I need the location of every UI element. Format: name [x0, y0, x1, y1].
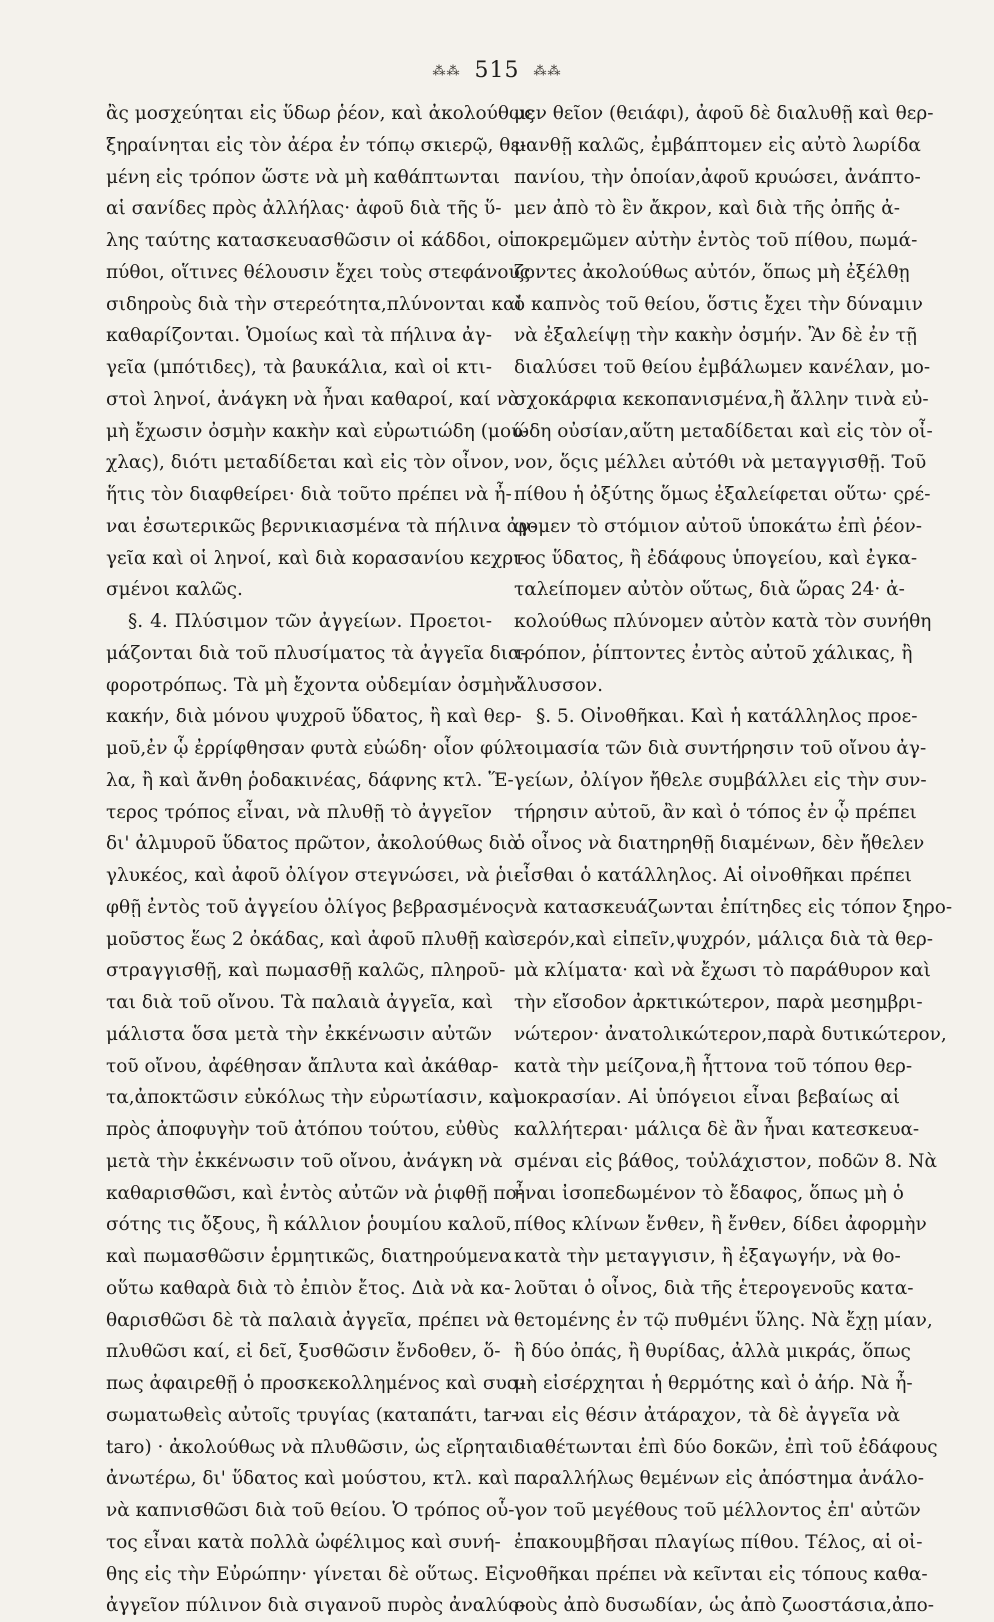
- text-line: τερος τρόπος εἶναι, νὰ πλυθῇ τὸ ἀγγεῖον: [106, 801, 492, 823]
- text-line: μανθῇ καλῶς, ἐμβάπτομεν εἰς αὐτὸ λωρίδα: [514, 134, 921, 156]
- text-line: χλας), διότι μεταδίδεται καὶ εἰς τὸν οἶνον,: [106, 452, 510, 474]
- text-line: στοὶ ληνοί, ἀνάγκη νὰ ἦναι καθαροί, καί νὰ: [106, 388, 521, 410]
- text-line: τήρησιν αὐτοῦ, ἂν καὶ ὁ τόπος ἐν ᾧ πρέπει: [514, 801, 917, 823]
- text-line: νὰ ἐξαλείψῃ τὴν κακὴν ὀσμήν. Ἂν δὲ ἐν τῇ: [514, 325, 917, 347]
- text-line: μετὰ τὴν ἐκκένωσιν τοῦ οἴνου, ἀνάγκη νὰ: [106, 1150, 503, 1172]
- text-line: ἐπακουμβῆσαι πλαγίως πίθου. Τέλος, αἱ οἰ-: [514, 1531, 923, 1553]
- text-line: λα, ἢ καὶ ἄνθη ῥοδακινέας, δάφνης κτλ. Ἕ-: [106, 769, 514, 791]
- text-line: μάζονται διὰ τοῦ πλυσίματος τὰ ἀγγεῖα δια-: [106, 642, 527, 664]
- right-text-column: [514, 98, 953, 1622]
- text-line: μὰ κλίματα· καὶ νὰ ἔχωσι τὸ παράθυρον καὶ: [514, 960, 931, 982]
- text-line: μεν ἀπὸ τὸ ἓν ἄκρον, καὶ διὰ τῆς ὀπῆς ἀ-: [514, 198, 900, 220]
- ornament-left-icon: ⁂⁂: [432, 63, 461, 79]
- text-line: φθῇ ἐντὸς τοῦ ἀγγείου ὀλίγος βεβρασμένος: [106, 896, 514, 918]
- text-line: ώδη οὐσίαν,αὕτη μεταδίδεται καὶ εἰς τὸν οἶ-: [514, 420, 933, 442]
- text-line: τὴν εἴσοδον ἀρκτικώτερον, παρὰ μεσημβρι-: [514, 992, 923, 1013]
- text-line: τα,ἀποκτῶσιν εὐκόλως τὴν εὐρωτίασιν, καὶ: [106, 1087, 521, 1109]
- page-header: [0, 58, 994, 83]
- text-line: παραλλήλως θεμένων εἰς ἀπόστημα ἀνάλο-: [514, 1468, 924, 1490]
- text-line: κατὰ τὴν μείζονα,ἢ ἧττονα τοῦ τόπου θερ-: [514, 1055, 913, 1077]
- text-line: ζοντες ἀκολούθως αὐτόν, ὅπως μὴ ἐξέλθῃ: [514, 261, 910, 283]
- text-line: πύθοι, οἵτινες θέλουσιν ἔχει τοὺς στεφάνους: [106, 261, 531, 283]
- text-line: θης εἰς τὴν Εὐρώπην· γίνεται δὲ οὕτως. Εἰς: [106, 1563, 516, 1585]
- page-number: 515: [474, 58, 520, 83]
- text-line: πως ἀφαιρεθῇ ὁ προσκεκολλημένος καὶ συσ-: [106, 1373, 526, 1394]
- text-line: δι' ἀλμυροῦ ὕδατος πρῶτον, ἀκολούθως διὰ: [106, 833, 520, 855]
- text-line: ὁ οἶνος νὰ διατηρηθῇ διαμένων, δὲν ἤθελεν: [514, 833, 925, 855]
- text-line: ἂς μοσχεύηται εἰς ὕδωρ ῥέον, καὶ ἀκολούθως: [106, 103, 535, 124]
- text-line: ἀγγεῖον πύλινον διὰ σιγανοῦ πυρὸς ἀναλύο-: [106, 1595, 526, 1617]
- text-line: εἶσθαι ὁ κατάλληλος. Αἱ οἰνοθῆκαι πρέπει: [514, 865, 912, 886]
- text-line: θαρισθῶσι δὲ τὰ παλαιὰ ἀγγεῖα, πρέπει νὰ: [106, 1309, 510, 1331]
- text-line: ται διὰ τοῦ οἴνου. Τὰ παλαιὰ ἀγγεῖα, καὶ: [106, 992, 494, 1013]
- text-line: ναι ἐσωτερικῶς βερνικιασμένα τὰ πήλινα ἀγ-: [106, 515, 537, 537]
- text-line: νώτερον· ἀνατολικώτερον,παρὰ δυτικώτερον,: [514, 1023, 947, 1045]
- text-line: ὁ καπνὸς τοῦ θείου, ὅστις ἔχει τὴν δύναμιν: [514, 293, 923, 315]
- text-line: γεῖα (μπότιδες), τὰ βαυκάλια, καὶ οἱ κτι-: [106, 357, 492, 378]
- text-line: ἥτις τὸν διαφθείρει· διὰ τοῦτο πρέπει νὰ ἦ-: [106, 484, 512, 505]
- text-line: σωματωθεὶς αὐτοῖς τρυγίας (καταπάτι, tar-: [106, 1404, 518, 1426]
- text-line: κακήν, διὰ μόνου ψυχροῦ ὕδατος, ἢ καὶ θερ-: [106, 706, 522, 728]
- text-line: καὶ πωμασθῶσιν ἑρμητικῶς, διατηρούμενα: [106, 1246, 512, 1267]
- text-line: πρὸς ἀποφυγὴν τοῦ ἀτόπου τούτου, εὐθὺς: [106, 1119, 500, 1140]
- text-line: νὰ καπνισθῶσι διὰ τοῦ θείου. Ὁ τρόπος οὗ-: [106, 1500, 515, 1521]
- text-line: μένη εἰς τρόπον ὥστε νὰ μὴ καθάπτωνται: [106, 166, 500, 188]
- text-line: καθαρισθῶσι, καὶ ἐντὸς αὐτῶν νὰ ῥιφθῇ πο-: [106, 1182, 523, 1204]
- text-line: φομεν τὸ στόμιον αὐτοῦ ὑποκάτω ἐπὶ ῥέον-: [514, 515, 922, 537]
- text-line: σμέναι εἰς βάθος, τοὐλάχιστον, ποδῶν 8. Νὰ: [514, 1150, 937, 1172]
- text-line: ἦναι ἰσοπεδωμένον τὸ ἔδαφος, ὅπως μὴ ὁ: [514, 1182, 904, 1204]
- text-line: ταλείπομεν αὐτὸν οὕτως, διὰ ὥρας 24· ἀ-: [514, 579, 905, 601]
- text-line: διαθέτωνται ἐπὶ δύο δοκῶν, ἐπὶ τοῦ ἐδάφους: [514, 1436, 938, 1458]
- text-line: οὕτω καθαρὰ διὰ τὸ ἐπιὸν ἔτος. Διὰ νὰ κα-: [106, 1277, 511, 1299]
- text-line: πανίου, τὴν ὁποίαν,ἀφοῦ κρυώσει, ἀνάπτο-: [514, 166, 921, 188]
- text-line: τος ὕδατος, ἢ ἐδάφους ὑπογείου, καὶ ἐγκα-: [514, 547, 918, 569]
- text-line: νον, ὅςις μέλλει αὐτόθι νὰ μεταγγισθῇ. Τοῦ: [514, 452, 927, 474]
- text-line: γλυκέος, καὶ ἀφοῦ ὀλίγον στεγνώσει, νὰ ῥι-: [106, 865, 520, 886]
- text-line: ροὺς ἀπὸ δυσωδίαν, ὡς ἀπὸ ζωοστάσια,ἀπο-: [514, 1595, 935, 1617]
- text-line: ναι εἰς θέσιν ἀτάραχον, τὰ δὲ ἀγγεῖα νὰ: [514, 1404, 900, 1426]
- text-line: ξηραίνηται εἰς τὸν ἀέρα ἐν τόπῳ σκιερῷ, θε-: [106, 134, 527, 156]
- text-line: ἄλυσσον.: [514, 674, 603, 696]
- text-line: θετομένης ἐν τῷ πυθμένι ὕλης. Νὰ ἔχῃ μίαν,: [514, 1309, 933, 1331]
- text-line: μάλιστα ὅσα μετὰ τὴν ἐκκένωσιν αὐτῶν: [106, 1023, 492, 1045]
- text-line: μοῦστος ἕως 2 ὀκάδας, καὶ ἀφοῦ πλυθῇ καὶ: [106, 928, 516, 950]
- text-line: τοῦ οἴνου, ἀφέθησαν ἄπλυτα καὶ ἀκάθαρ-: [106, 1055, 499, 1077]
- text-line: §. 4. Πλύσιμον τῶν ἀγγείων. Προετοι-: [128, 611, 492, 632]
- text-line: κολούθως πλύνομεν αὐτὸν κατὰ τὸν συνήθη: [514, 611, 932, 632]
- text-line: καλλήτεραι· μάλιςα δὲ ἂν ἦναι κατεσκευα-: [514, 1119, 920, 1140]
- text-line: αἱ σανίδες πρὸς ἀλλήλας· ἀφοῦ διὰ τῆς ὕ-: [106, 198, 502, 220]
- text-line: μεν θεῖον (θειάφι), ἀφοῦ δὲ διαλυθῇ καὶ θερ-: [514, 103, 934, 124]
- text-line: τοιμασία τῶν διὰ συντήρησιν τοῦ οἴνου ἀγ-: [514, 738, 927, 759]
- text-line: πλυθῶσι καί, εἰ δεῖ, ξυσθῶσιν ἔνδοθεν, ὅ-: [106, 1341, 501, 1363]
- text-line: §. 5. Οἰνοθῆκαι. Καὶ ἡ κατάλληλος προε-: [536, 706, 918, 728]
- text-line: μὴ ἔχωσιν ὀσμὴν κακὴν καὶ εὐρωτιώδη (μού-: [106, 420, 529, 442]
- text-line: ἢ δύο ὀπάς, ἢ θυρίδας, ἀλλὰ μικράς, ὅπως: [514, 1341, 911, 1363]
- text-line: taro) · ἀκολούθως νὰ πλυθῶσιν, ὡς εἴρηται: [106, 1436, 516, 1458]
- text-line: κατὰ τὴν μεταγγισιν, ἢ ἐξαγωγήν, νὰ θο-: [514, 1246, 901, 1267]
- text-line: σμένοι καλῶς.: [106, 579, 243, 601]
- text-line: σερόν,καὶ εἰπεῖν,ψυχρόν, μάλιςα διὰ τὰ θερ-: [514, 928, 933, 950]
- text-line: σχοκάρφια κεκοπανισμένα,ἢ ἄλλην τινὰ εὐ-: [514, 388, 929, 410]
- text-line: γεῖα καὶ οἱ ληνοί, καὶ διὰ κορασανίου κεχρι-: [106, 547, 527, 569]
- text-line: λοῦται ὁ οἶνος, διὰ τῆς ἑτερογενοῦς κατα-: [514, 1277, 914, 1299]
- text-line: μὴ εἰσέρχηται ἡ θερμότης καὶ ὁ ἀήρ. Νὰ ἦ-: [514, 1373, 913, 1394]
- text-line: λης ταύτης κατασκευασθῶσιν οἱ κάδδοι, οἱ: [106, 230, 516, 251]
- text-line: καθαρίζονται. Ὁμοίως καὶ τὰ πήλινα ἀγ-: [106, 325, 492, 347]
- text-line: διαλύσει τοῦ θείου ἐμβάλωμεν κανέλαν, μο-: [514, 357, 931, 378]
- text-line: νοθῆκαι πρέπει νὰ κεῖνται εἰς τόπους καθα-: [514, 1563, 928, 1585]
- text-line: φοροτρόπως. Τὰ μὴ ἔχοντα οὐδεμίαν ὀσμὴν: [106, 674, 516, 696]
- text-line: τρόπον, ῥίπτοντες ἐντὸς αὐτοῦ χάλικας, ἢ: [514, 642, 913, 664]
- ornament-right-icon: ⁂⁂: [533, 63, 562, 79]
- text-line: τος εἶναι κατὰ πολλὰ ὠφέλιμος καὶ συνή-: [106, 1531, 501, 1553]
- text-line: πίθος κλίνων ἔνθεν, ἢ ἔνθεν, δίδει ἀφορμὴν: [514, 1214, 927, 1236]
- text-line: μοκρασίαν. Αἱ ὑπόγειοι εἶναι βεβαίως αἱ: [514, 1087, 900, 1109]
- left-text-column: [106, 98, 537, 1622]
- text-line: μοῦ,ἐν ᾧ ἐρρίφθησαν φυτὰ εὐώδη· οἷον φύλ-: [106, 738, 523, 759]
- text-line: ἀνωτέρω, δι' ὕδατος καὶ μούστου, κτλ. καὶ: [106, 1468, 510, 1490]
- text-line: σιδηροὺς διὰ τὴν στερεότητα,πλύνονται καὶ: [106, 293, 523, 315]
- text-line: πίθου ἡ ὀξύτης ὅμως ἐξαλείφεται οὕτω· ςρέ-: [514, 484, 931, 505]
- text-line: γείων, ὀλίγον ἤθελε συμβάλλει εἰς τὴν συν-: [514, 769, 927, 791]
- text-line: νὰ κατασκευάζωνται ἐπίτηδες εἰς τόπον ξηρο-: [514, 896, 953, 918]
- text-line: ποκρεμῶμεν αὐτὴν ἐντὸς τοῦ πίθου, πωμά-: [514, 230, 918, 251]
- text-line: σότης τις ὄξους, ἢ κάλλιον ῥουμίου καλοῦ,: [106, 1214, 512, 1236]
- text-line: στραγγισθῇ, καὶ πωμασθῇ καλῶς, πληροῦ-: [106, 960, 506, 982]
- text-line: γον τοῦ μεγέθους τοῦ μέλλοντος ἐπ' αὐτῶν: [514, 1500, 921, 1521]
